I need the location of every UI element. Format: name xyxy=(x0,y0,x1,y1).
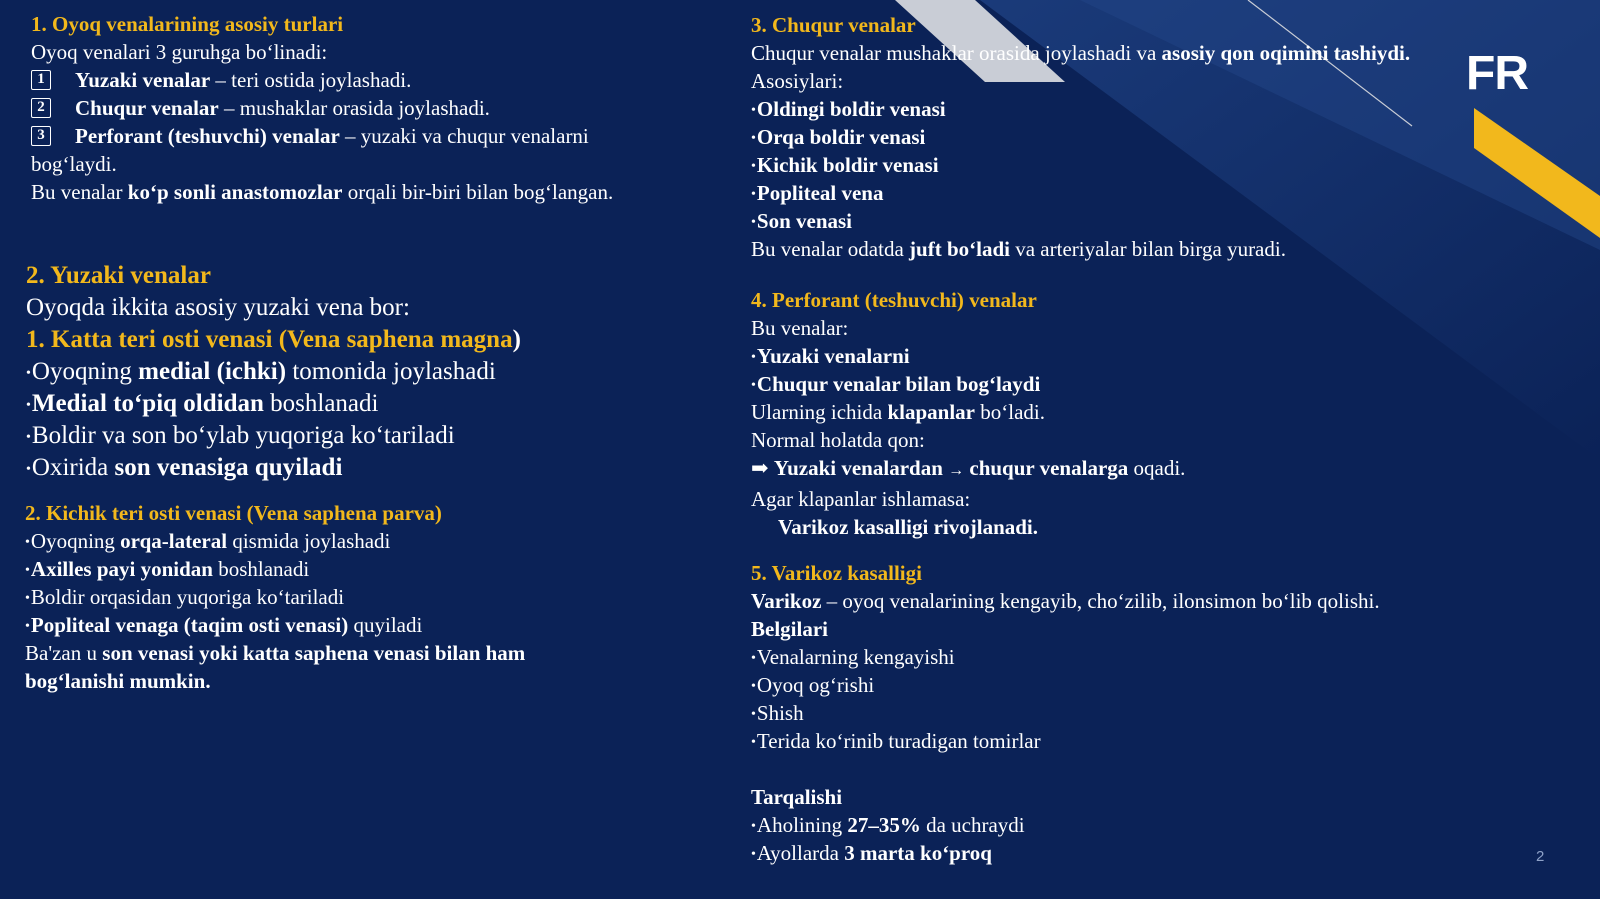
list-item: •Boldir orqasidan yuqoriga ko‘tariladi xyxy=(25,585,345,609)
list-item: •Axilles payi yonidan boshlanadi xyxy=(25,557,310,581)
spacer xyxy=(751,755,1380,783)
main-veins-label: Asosiylari: xyxy=(751,69,844,93)
section-deep-veins xyxy=(751,11,1410,263)
list-item: •Aholining 27–35% da uchraydi xyxy=(751,813,1025,837)
bullet-icon: • xyxy=(751,215,756,230)
great-saphenous-title: 1. Katta teri osti venasi (Vena saphena magna) xyxy=(26,326,521,353)
list-item: •Oyoqning medial (ichki) tomonida joylashadi xyxy=(26,358,496,385)
section-4-title: 4. Perforant (teshuvchi) venalar xyxy=(751,288,1037,312)
connection-note: Ba'zan u son venasi yoki katta saphena venasi bilan ham xyxy=(25,641,526,665)
paired-veins-note: Bu venalar odatda juft bo‘ladi va arteriyalar bilan birga yuradi. xyxy=(751,237,1286,261)
bullet-icon: • xyxy=(751,735,756,750)
list-item: •Chuqur venalar bilan bog‘laydi xyxy=(751,372,1041,396)
vein-type-item-continuation: bog‘laydi. xyxy=(31,152,117,176)
section-1-intro: Oyoq venalari 3 guruhga bo‘linadi: xyxy=(31,40,328,64)
page-number: 2 xyxy=(1536,848,1545,865)
list-item: •Popliteal venaga (taqim osti venasi) quyiladi xyxy=(25,613,423,637)
list-item: •Oxirida son venasiga quyiladi xyxy=(26,454,343,481)
bullet-icon: • xyxy=(751,187,756,202)
list-item: •Shish xyxy=(751,701,804,725)
list-item: •Oyoq og‘rishi xyxy=(751,673,875,697)
list-item: •Terida ko‘rinib turadigan tomirlar xyxy=(751,729,1041,753)
connection-note-continuation: bog‘lanishi mumkin. xyxy=(25,669,211,693)
normal-flow-label: Normal holatda qon: xyxy=(751,428,925,452)
bullet-icon: • xyxy=(751,159,756,174)
bullet-icon: • xyxy=(25,619,30,634)
bullet-icon: • xyxy=(751,819,756,834)
bullet-icon: • xyxy=(751,378,756,393)
section-2-intro: Oyoqda ikkita asosiy yuzaki vena bor: xyxy=(26,294,410,321)
bullet-icon: • xyxy=(25,535,30,550)
vein-type-item: 3 Perforant (teshuvchi) venalar – yuzaki va chuqur venalarni xyxy=(31,122,613,150)
list-item: •Yuzaki venalarni xyxy=(751,344,910,368)
bullet-icon: • xyxy=(751,103,756,118)
arrow-icon: → xyxy=(948,462,965,479)
bullet-icon: • xyxy=(751,707,756,722)
right-arrow-icon: ➡ xyxy=(751,456,769,480)
valve-failure-label: Agar klapanlar ishlamasa: xyxy=(751,487,971,511)
signs-title: Belgilari xyxy=(751,617,828,641)
bullet-icon: • xyxy=(25,563,30,578)
bullet-icon: • xyxy=(751,679,756,694)
varicose-result: Varikoz kasalligi rivojlanadi. xyxy=(778,515,1039,539)
section-superficial-veins xyxy=(26,260,521,484)
section-1-title: 1. Oyoq venalarining asosiy turlari xyxy=(31,12,344,36)
bullet-icon: • xyxy=(751,131,756,146)
bullet-icon: • xyxy=(751,651,756,666)
small-saphenous-title: 2. Kichik teri osti venasi (Vena saphena parva) xyxy=(25,501,442,525)
section-5-title: 5. Varikoz kasalligi xyxy=(751,561,922,585)
section-varicose xyxy=(751,559,1380,867)
bullet-icon: • xyxy=(26,366,31,381)
list-item: •Medial to‘piq oldidan boshlanadi xyxy=(26,390,379,417)
bullet-icon: • xyxy=(26,462,31,477)
varicose-definition: Varikoz – oyoq venalarining kengayib, cho‘zilib, ilonsimon bo‘lib qolishi. xyxy=(751,589,1380,613)
prevalence-title: Tarqalishi xyxy=(751,785,843,809)
list-item: •Orqa boldir venasi xyxy=(751,125,926,149)
vein-type-item: 2 Chuqur venalar – mushaklar orasida joylashadi. xyxy=(31,94,613,122)
section-perforator-veins xyxy=(751,286,1185,541)
section-vein-types xyxy=(31,10,613,206)
section-2-title: 2. Yuzaki venalar xyxy=(26,262,211,289)
list-item: •Oldingi boldir venasi xyxy=(751,97,946,121)
list-item: •Ayollarda 3 marta ko‘proq xyxy=(751,841,992,865)
section-4-intro: Bu venalar: xyxy=(751,316,849,340)
bullet-icon: • xyxy=(26,398,31,413)
section-3-title: 3. Chuqur venalar xyxy=(751,13,916,37)
flow-direction: ➡ Yuzaki venalardan → chuqur venalarga oqadi. xyxy=(751,456,1186,480)
brand-logo: FR xyxy=(1466,47,1528,100)
bullet-icon: • xyxy=(751,847,756,862)
section-small-saphenous xyxy=(25,499,525,695)
list-item: •Boldir va son bo‘ylab yuqoriga ko‘tariladi xyxy=(26,422,455,449)
bullet-icon: • xyxy=(26,430,31,445)
vein-type-item: 1 Yuzaki venalar – teri ostida joylashadi. xyxy=(31,66,613,94)
number-2-icon: 2 xyxy=(31,98,51,118)
list-item: •Venalarning kengayishi xyxy=(751,645,955,669)
list-item: •Kichik boldir venasi xyxy=(751,153,939,177)
list-item: •Popliteal vena xyxy=(751,181,884,205)
list-item: •Oyoqning orqa-lateral qismida joylashadi xyxy=(25,529,391,553)
bullet-icon: • xyxy=(751,350,756,365)
list-item: •Son venasi xyxy=(751,209,853,233)
number-1-icon: 1 xyxy=(31,70,51,90)
valves-note: Ularning ichida klapanlar bo‘ladi. xyxy=(751,400,1045,424)
bullet-icon: • xyxy=(25,591,30,606)
anastomosis-note: Bu venalar ko‘p sonli anastomozlar orqali bir-biri bilan bog‘langan. xyxy=(31,180,614,204)
deep-veins-description: Chuqur venalar mushaklar orasida joylashadi va asosiy qon oqimini tashiydi. xyxy=(751,41,1411,65)
number-3-icon: 3 xyxy=(31,126,51,146)
